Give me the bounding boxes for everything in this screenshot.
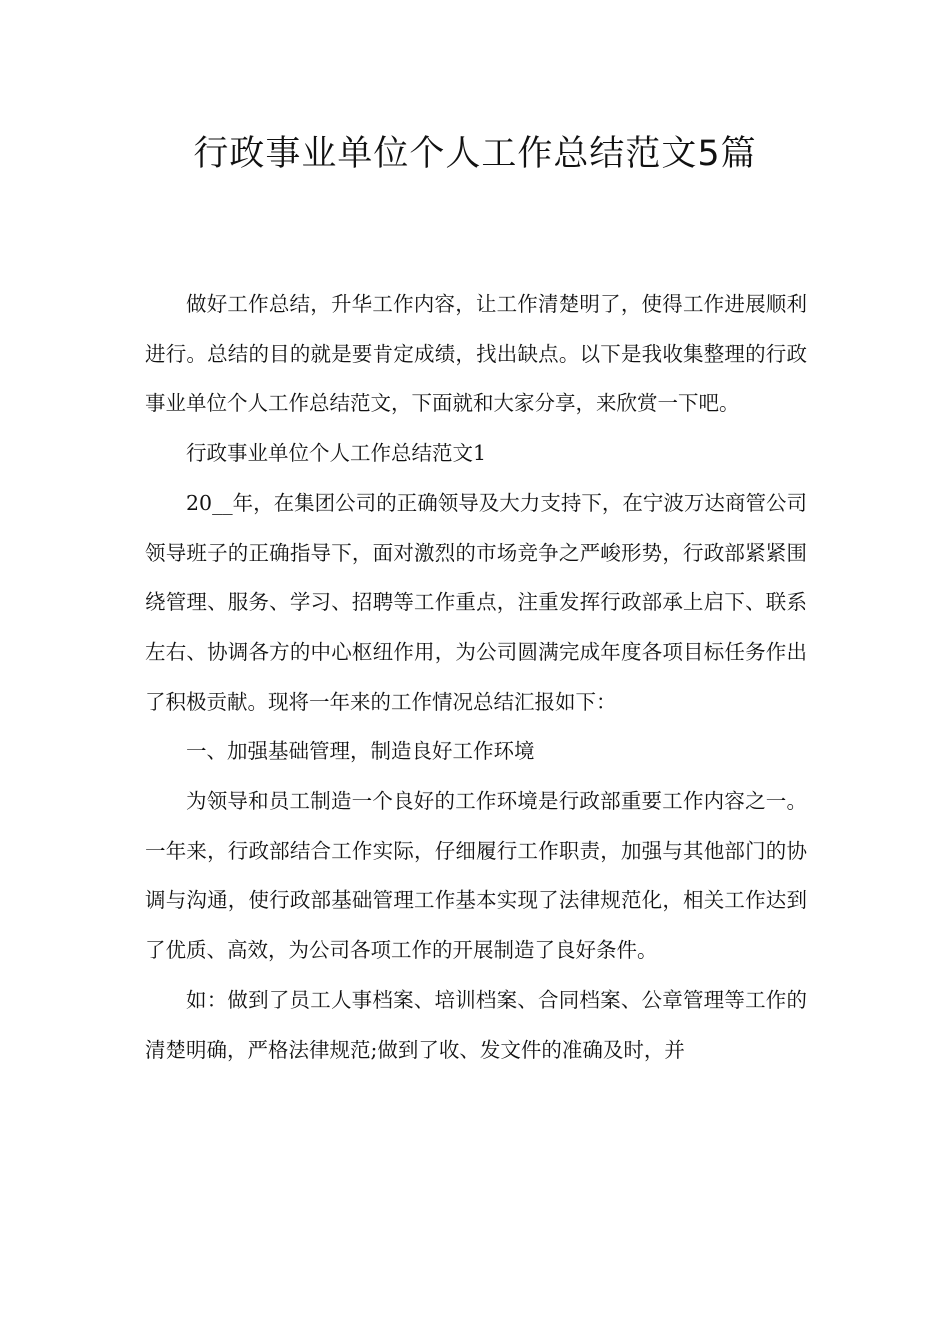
document-body (145, 280, 807, 1075)
document-title: 行政事业单位个人工作总结范文5篇 (193, 134, 757, 174)
body-paragraph: 为领导和员工制造一个良好的工作环境是行政部重要工作内容之一。一年来，行政部结合工作实际，仔细履行工作职责，加强与其他部门的协调与沟通，使行政部基础管理工作基本实现了法律规范化，相关工作达到了优质、高效，为公司各项工作的开展制造了良好条件。 (145, 789, 807, 963)
intro-paragraph: 做好工作总结，升华工作内容，让工作清楚明了，使得工作进展顺利进行。总结的目的就是要肯定成绩，找出缺点。以下是我收集整理的行政事业单位个人工作总结范文，下面就和大家分享，来欣赏一下吧。 (145, 292, 807, 416)
body-paragraph: 如：做到了员工人事档案、培训档案、合同档案、公章管理等工作的清楚明确，严格法律规范;做到了收、发文件的准确及时，并 (145, 987, 807, 1062)
body-paragraph: 20__年，在集团公司的正确领导及大力支持下，在宁波万达商管公司领导班子的正确指导下，面对激烈的市场竞争之严峻形势，行政部紧紧围绕管理、服务、学习、招聘等工作重点，注重发挥行政部承上启下、联系左右、协调各方的中心枢纽作用，为公司圆满完成年度各项目标任务作出了积极贡献。现将一年来的工作情况总结汇报如下： (145, 490, 807, 714)
section-heading-sample-1: 行政事业单位个人工作总结范文1 (186, 441, 487, 466)
section-heading-basic-management: 一、加强基础管理，制造良好工作环境 (186, 739, 535, 764)
